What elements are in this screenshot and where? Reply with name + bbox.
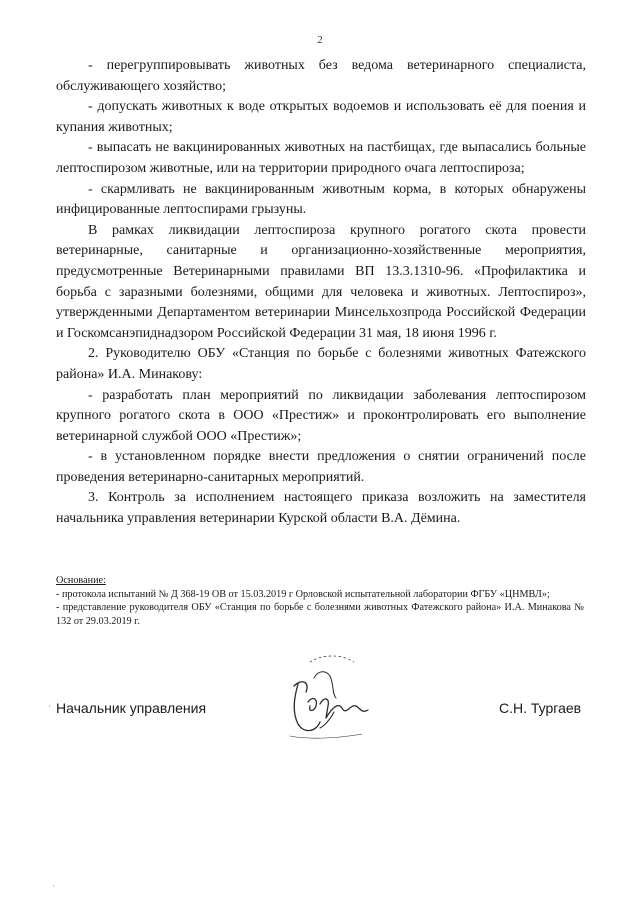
basis-item: - представление руководителя ОБУ «Станция по борьбе с болезнями животных Фатежского района» И.А. Минакова № 132 от 29.03.2019 г. — [56, 602, 584, 627]
paragraph-water: - допускать животных к воде открытых водоемов и использовать её для поения и купания животных; — [56, 99, 586, 135]
signatory-name: С.Н. Тургаев — [499, 700, 582, 716]
page-number: 2 — [317, 34, 323, 46]
margin-dot: · — [52, 882, 55, 891]
document-body — [56, 56, 586, 530]
paragraph-proposals: - в установленном порядке внести предложения о снятии ограничений после проведения ветеринарно-санитарных мероприятий. — [56, 449, 586, 485]
paragraph-item-2: 2. Руководителю ОБУ «Станция по борьбе с болезнями животных Фатежского района» И.А. Минакову: — [56, 346, 586, 382]
paragraph-measures: В рамках ликвидации лептоспироза крупного рогатого скота провести ветеринарные, санитарные и организационно-хозяйственные мероприятия, предусмотренные Ветеринарными правилами ВП 13.3.1310-96. «Профилактика и борьба с заразными болезнями, общими для человека и животных. Лептоспироз», утвержденными Департаментом ветеринарии Минсельхозпрода Российской Федерации и Госкомсанэпиднадзором Российской Федерации 31 мая, 18 июня 1996 г. — [56, 222, 586, 341]
paragraph-item-3: 3. Контроль за исполнением настоящего приказа возложить на заместителя начальника управления ветеринарии Курской области В.А. Дёмина. — [56, 490, 586, 527]
basis-title: Основание: — [56, 575, 106, 586]
handwritten-signature — [250, 648, 390, 748]
paragraph-regroup: - перегруппировывать животных без ведома ветеринарного специалиста, обслуживающего хозяйство; — [56, 58, 586, 94]
basis-section — [56, 574, 584, 628]
basis-item: - протокола испытаний № Д 368-19 ОВ от 15.03.2019 г Орловской испытательной лаборатории ФГБУ «ЦНМВЛ»; — [56, 588, 550, 600]
signatory-position: Начальник управления — [56, 700, 207, 716]
paragraph-pasture: - выпасать не вакцинированных животных на пастбищах, где выпасались больные лептоспирозом животные, или на территории природного очага лептоспироза; — [56, 140, 586, 176]
margin-dot: · — [48, 702, 51, 711]
paragraph-plan: - разработать план мероприятий по ликвидации заболевания лептоспирозом крупного рогатого скота в ООО «Престиж» и проконтролировать его выполнение ветеринарной службой ООО «Престиж»; — [56, 387, 586, 444]
paragraph-feed: - скармливать не вакцинированным животным корма, в которых обнаружены инфицированные лептоспирами грызуны. — [56, 181, 586, 218]
